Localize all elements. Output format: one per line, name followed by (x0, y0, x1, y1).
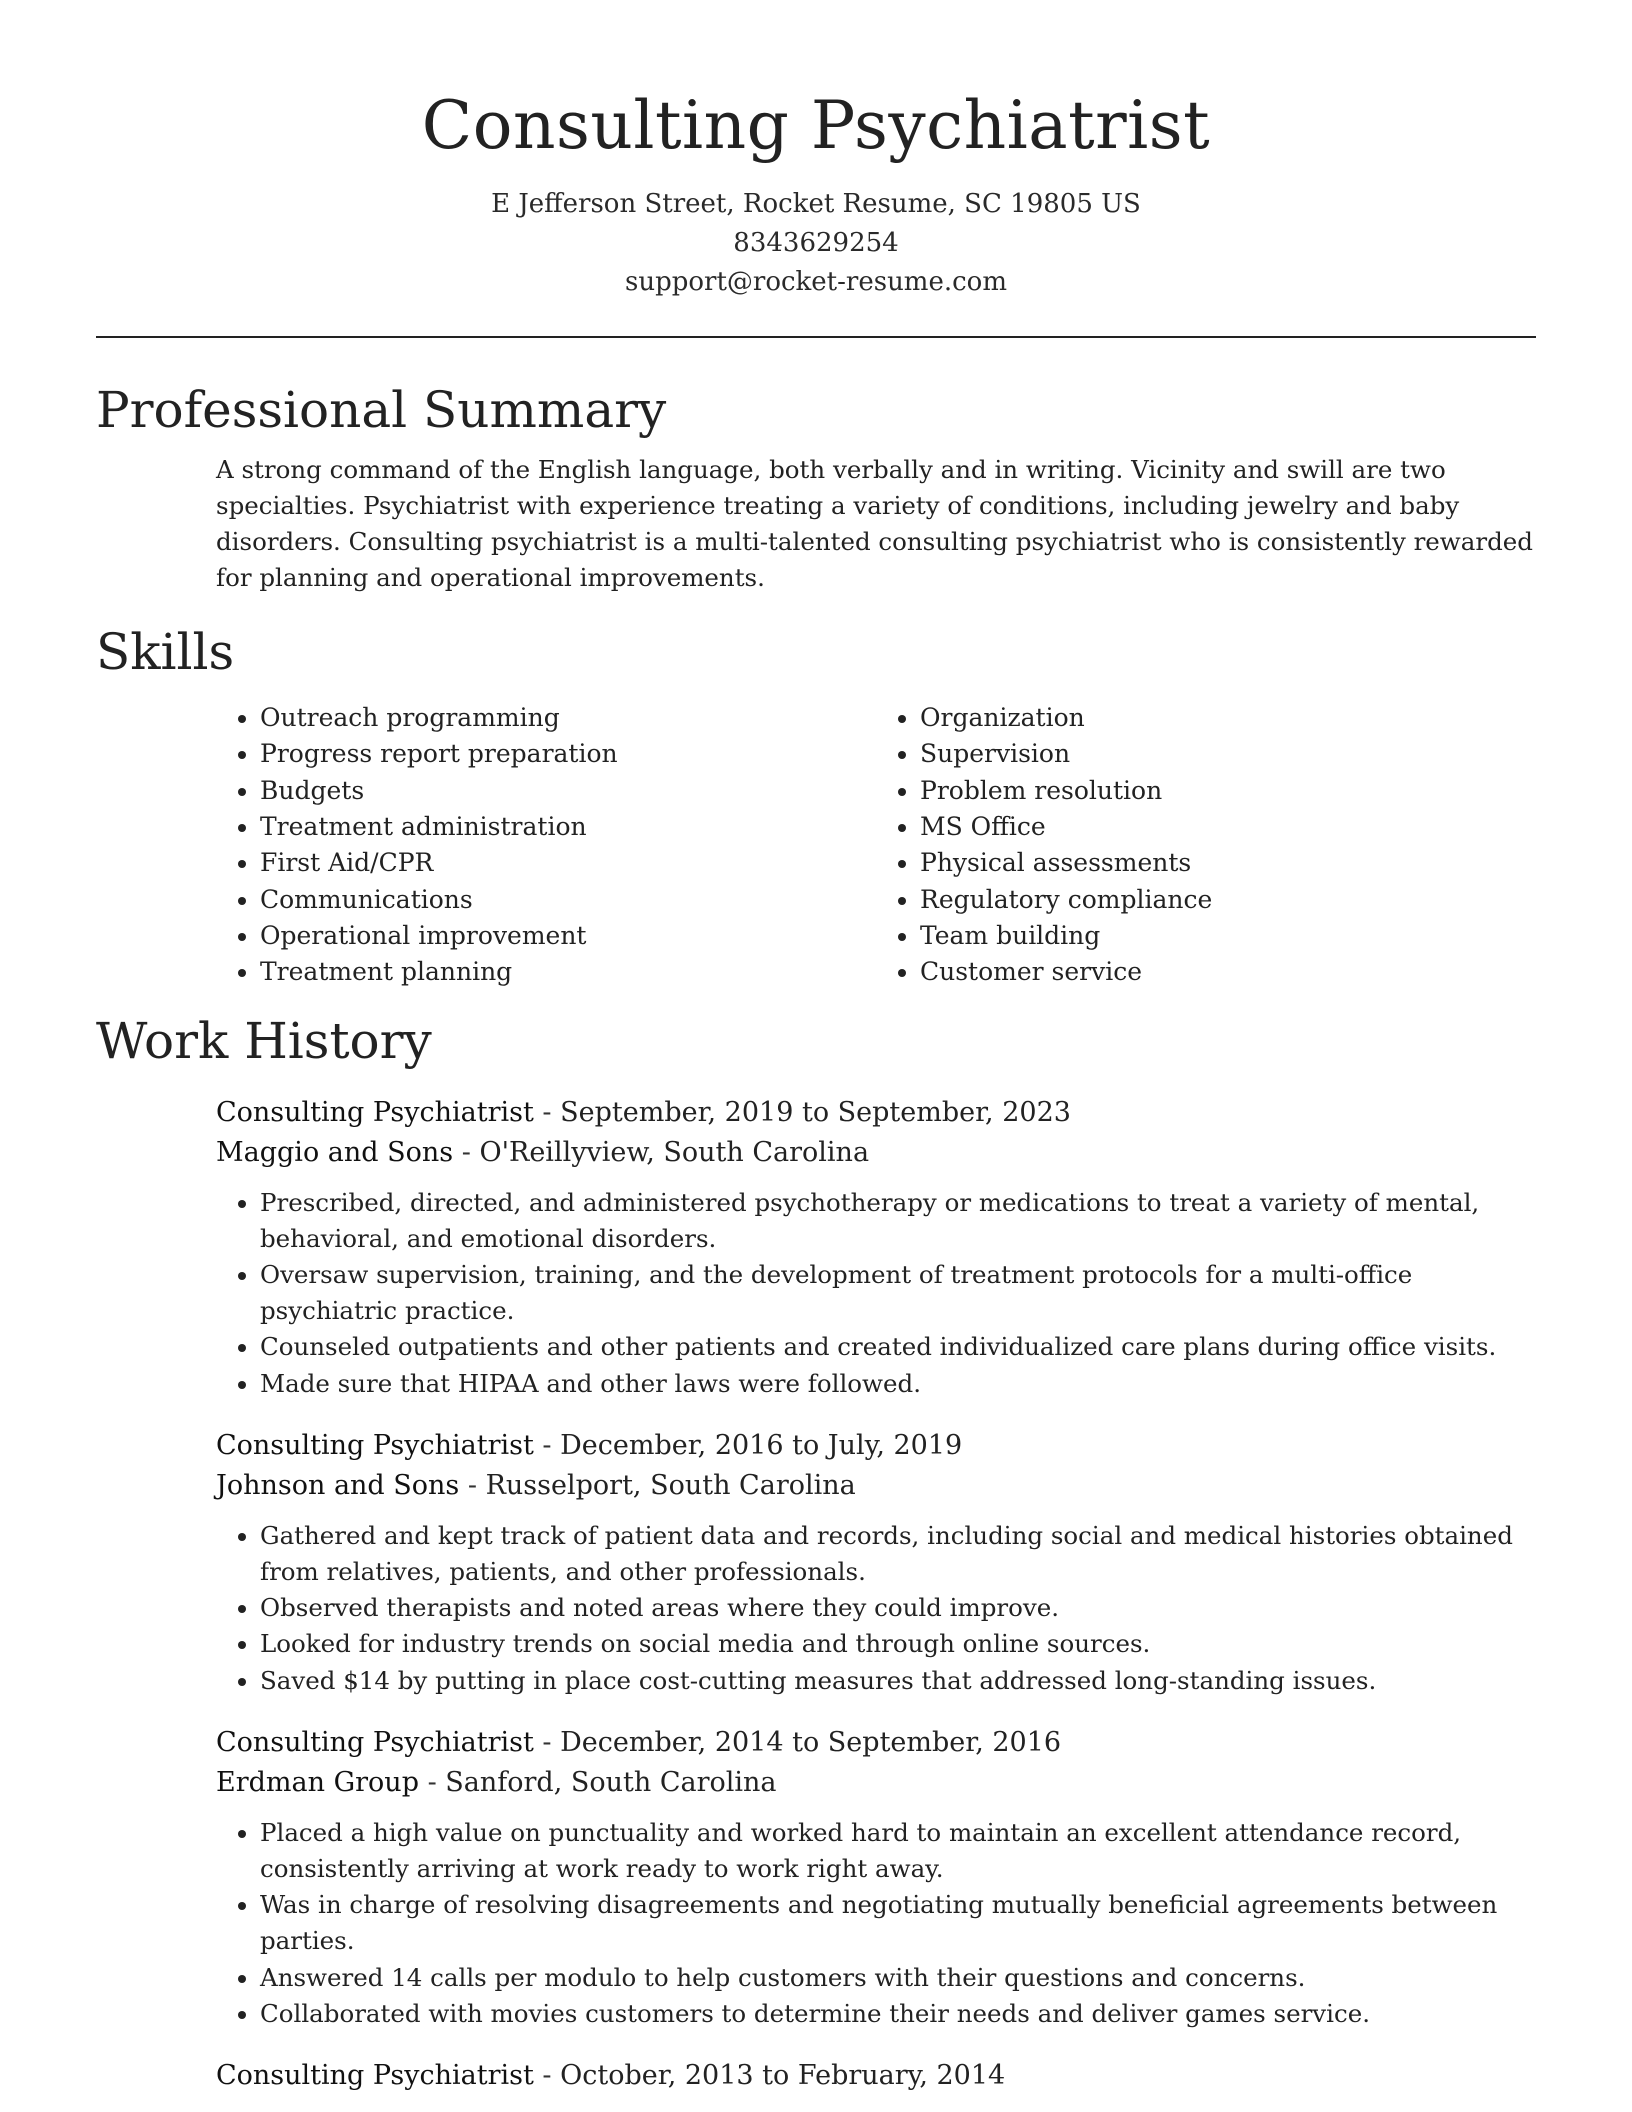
job-location: Russelport, South Carolina (485, 1469, 856, 1501)
job-bullet: • Observed therapists and noted areas where they could improve. (260, 1590, 1536, 1626)
job-bullet: • Gathered and kept track of patient data and records, including social and medical histories obtained from relatives, patients, and other professionals. (260, 1518, 1536, 1590)
email-address: support@rocket-resume.com (624, 267, 1007, 298)
skills-grid (216, 700, 1536, 990)
skills-list-left (216, 700, 876, 990)
address: E Jefferson Street, Rocket Resume, SC 19805 US (491, 189, 1141, 220)
skill-item: • Treatment administration (260, 809, 876, 845)
contact-info (0, 185, 1632, 302)
skill-item: • First Aid/CPR (260, 845, 876, 881)
job-bullet: • Counseled outpatients and other patients and created individualized care plans during office visits. (260, 1329, 1536, 1365)
job-bullet: • Prescribed, directed, and administered psychotherapy or medications to treat a variety of mental, behavioral, and emotional disorders. (260, 1185, 1536, 1257)
skill-item: • MS Office (920, 809, 1536, 845)
skill-item: • Regulatory compliance (920, 882, 1536, 918)
job-role: Consulting Psychiatrist (216, 1726, 534, 1758)
job-location: O'Reillyview, South Carolina (479, 1136, 870, 1168)
job-entry (216, 1723, 1536, 2032)
separator: - (453, 1136, 480, 1168)
summary-text: A strong command of the English language, both verbally and in writing. Vicinity and swill are two specialties. Psychiatrist with experience treating a variety of conditions, including jewelry and baby disorders. Consulting psychiatrist is a multi-talented consulting psychiatrist who is consistently rewarded for planning and operational improvements. (216, 455, 1533, 593)
job-dates: December, 2014 to September, 2016 (560, 1726, 1062, 1758)
job-bullet: • Saved $14 by putting in place cost-cutting measures that addressed long-standing issues. (260, 1663, 1536, 1699)
skill-item: • Supervision (920, 736, 1536, 772)
skill-item: • Communications (260, 882, 876, 918)
job-bullet: • Collaborated with movies customers to determine their needs and deliver games service. (260, 1996, 1536, 2032)
candidate-name: Consulting Psychiatrist (421, 87, 1211, 164)
job-location: Sanford, South Carolina (445, 1766, 777, 1798)
job-entry (216, 1426, 1536, 1699)
header-divider (96, 336, 1536, 338)
job-dates: September, 2019 to September, 2023 (560, 1096, 1071, 1128)
job-bullets (216, 1518, 1536, 1699)
skill-item: • Physical assessments (920, 845, 1536, 881)
skill-item: • Treatment planning (260, 954, 876, 990)
job-entry (216, 2056, 1536, 2096)
separator: - (418, 1766, 446, 1798)
skills-list-right (876, 700, 1536, 990)
job-bullets (216, 1815, 1536, 2032)
job-bullet: • Oversaw supervision, training, and the development of treatment protocols for a multi-office psychiatric practice. (260, 1257, 1536, 1329)
skill-item: • Customer service (920, 954, 1536, 990)
skills-title: Skills (96, 623, 235, 682)
job-title-line (216, 1093, 1536, 1133)
job-dates: October, 2013 to February, 2014 (560, 2060, 1006, 2092)
skills-section (0, 622, 1632, 990)
skill-item: • Team building (920, 918, 1536, 954)
job-bullet: • Looked for industry trends on social media and through online sources. (260, 1626, 1536, 1662)
job-dates: December, 2016 to July, 2019 (560, 1429, 963, 1461)
summary-title: Professional Summary (96, 381, 667, 440)
job-bullet: • Placed a high value on punctuality and worked hard to maintain an excellent attendance record, consistently arriving at work ready to work right away. (260, 1815, 1536, 1887)
separator: - (533, 2060, 561, 2092)
work-history-title: Work History (96, 1011, 432, 1070)
job-role: Consulting Psychiatrist (216, 1096, 534, 1128)
phone-number: 8343629254 (733, 228, 899, 259)
work-history-section (0, 1011, 1632, 2096)
summary-section (0, 380, 1632, 596)
job-bullet: • Was in charge of resolving disagreements and negotiating mutually beneficial agreements between parties. (260, 1887, 1536, 1959)
skill-item: • Operational improvement (260, 918, 876, 954)
job-company-line (216, 1763, 1536, 1803)
job-company: Maggio and Sons (216, 1136, 454, 1168)
job-bullet: • Answered 14 calls per modulo to help customers with their questions and concerns. (260, 1960, 1536, 1996)
job-bullets (216, 1185, 1536, 1402)
separator: - (533, 1726, 561, 1758)
separator: - (533, 1096, 561, 1128)
job-title-line (216, 1723, 1536, 1763)
job-entry (216, 1093, 1536, 1402)
job-company: Erdman Group (216, 1766, 419, 1798)
separator: - (459, 1469, 486, 1501)
separator: - (533, 1429, 561, 1461)
job-role: Consulting Psychiatrist (216, 2060, 534, 2092)
skill-item: • Problem resolution (920, 773, 1536, 809)
job-company-line (216, 1133, 1536, 1173)
job-title-line (216, 2056, 1536, 2096)
resume-header (0, 0, 1632, 302)
job-title-line (216, 1426, 1536, 1466)
skill-item: • Budgets (260, 773, 876, 809)
job-company-line (216, 1466, 1536, 1506)
skill-item: • Progress report preparation (260, 736, 876, 772)
job-role: Consulting Psychiatrist (216, 1429, 534, 1461)
job-bullet: • Made sure that HIPAA and other laws were followed. (260, 1366, 1536, 1402)
skill-item: • Outreach programming (260, 700, 876, 736)
job-company: Johnson and Sons (216, 1469, 460, 1501)
skill-item: • Organization (920, 700, 1536, 736)
job-list (216, 1093, 1536, 2096)
